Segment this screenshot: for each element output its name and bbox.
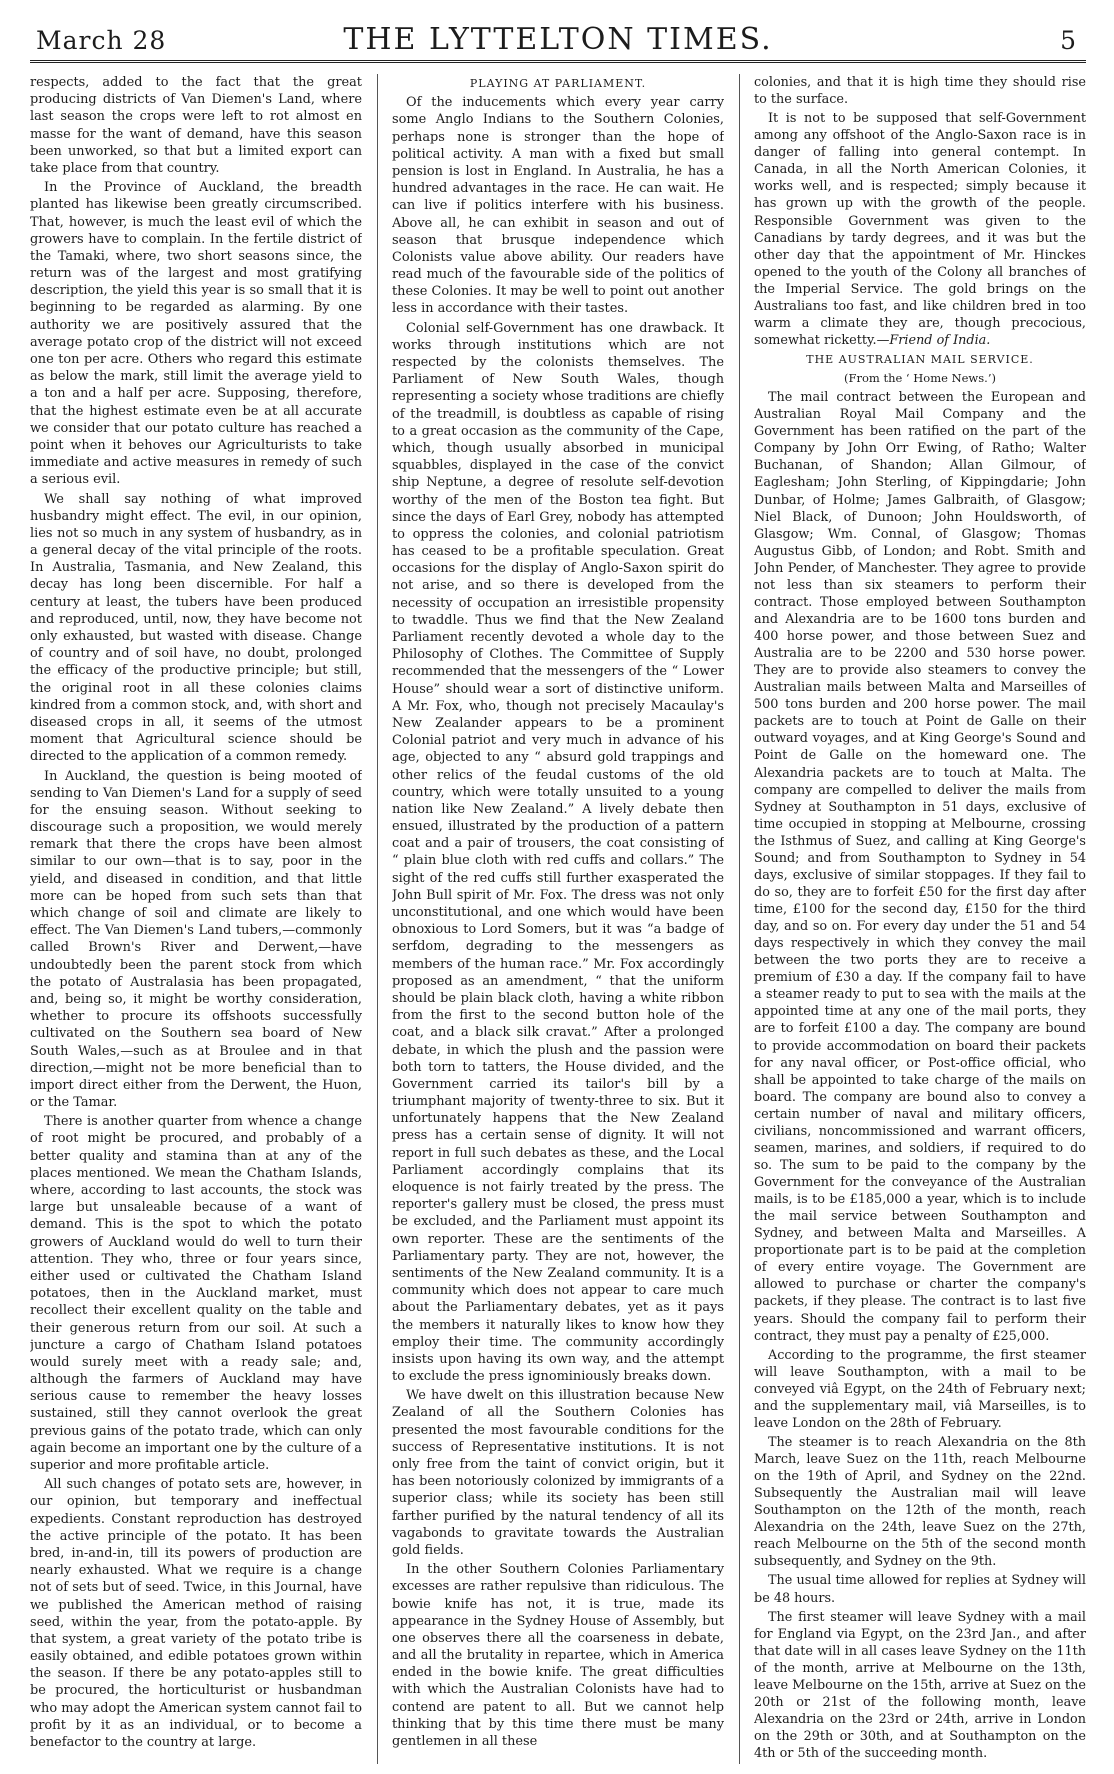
paragraph: In the Province of Auckland, the breadth planted has likewise been greatly circumscribed. That, however, is much the least evil of which the growers have to complain. In the fertile district of the Tamaki, where, two short seasons since, the return was of the largest and most gratifying description, the yield this year is so small that it is beginning to be regarded as alarming. By one authority we are positively assured that the average potato crop of the district will not exceed one ton per acre. Others who regard this estimate as below the mark, still limit the average yield to a ton and a half per acre. Supposing, therefore, that the highest estimate even be at all accurate we consider that our potato culture has reached a point when it behoves our Agriculturists to take immediate and active measures in remedy of such a serious evil. <box>30 180 362 488</box>
paragraph: The first steamer will leave Sydney with a mail for England via Egypt, on the 23rd Jan., and after that date will in all cases leave Sydney on the 11th of the month, arrive at Melbourne on the 13th, leave Melbourne on the 15th, arrive at Suez on the 20th or 21st of the following month, leave Alexandria on the 23rd or 24th, arrive in London on the 29th or 30th, and at Southampton on the 4th or 5th of the succeeding month. <box>754 1609 1086 1762</box>
paragraph: We have dwelt on this illustration because New Zealand of all the Southern Colonies has presented the most favourable conditions for the success of Representative institutions. It is not only free from the taint of convict origin, but it has been notoriously colonized by immigrants of a superior class; while its society has been still farther purified by the natural tendency of all its vagabonds to gravitate towards the Australian gold fields. <box>392 1388 724 1558</box>
paragraph-text: It is not to be supposed that self-Government among any offshoot of the Anglo-Saxon race is in danger of falling into general contempt. In Canada, in all the North American Colonies, it works well, and is respected; simply because it has grown up with the growth of the people. Responsible Government was given to the Canadians by tardy degrees, and it was but the other day that the appointment of Mr. Hinckes opened to the youth of the Colony all branches of the Imperial Service. The gold brings on the Australians too fast, and like children bred in too warm a climate they are, though precocious, somewhat ricketty. <box>754 111 1086 348</box>
column-rule <box>377 74 378 1764</box>
source-attribution: —Friend of India. <box>876 332 991 348</box>
article-heading: PLAYING AT PARLIAMENT. <box>469 77 647 90</box>
issue-date: March 28 <box>36 26 167 55</box>
page-number: 5 <box>1060 26 1076 55</box>
paragraph <box>754 110 1086 349</box>
masthead <box>30 20 1086 63</box>
paragraph: Of the inducements which every year carry some Anglo Indians to the Southern Colonies, perhaps none is stronger than the hope of political activity. A man with a fixed but small pension is lost in England. In Australia, he has a hundred advantages in the race. He can wait. He can live if politics interfere with his business. Above all, he can exhibit in season and out of season that brusque independence which Colonists value above ability. Our readers have read much of the favourable side of the politics of these Colonies. It may be well to point out another less in accordance with their tastes. <box>392 95 724 317</box>
paragraph: Colonial self-Government has one drawback. It works through institutions which are not respected by the colonists themselves. The Parliament of New South Wales, though representing a society whose traditions are chiefly of the treadmill, is doubtless as capable of rising to a great occasion as the community of the Cape, which, though usually absorbed in municipal squabbles, displayed in the case of the convict ship Neptune, a degree of resolute self-devotion worthy of the men of the Boston tea fight. But since the days of Earl Grey, nobody has attempted to oppress the colonies, and colonial patriotism has ceased to be a profitable speculation. Great occasions for the display of Anglo-Saxon spirit do not arise, and so there is developed from the necessity of occupation an irresistible propensity to twaddle. Thus we find that the New Zealand Parliament recently devoted a whole day to the Philosophy of Clothes. The Committee of Supply recommended that the messengers of the “ Lower House” should wear a sort of distinctive uniform. A Mr. Fox, who, though not precisely Macaulay's New Zealander appears to be a prominent Colonial patriot and very much in advance of his age, objected to any “ absurd gold trappings and other relics of the feudal customs of the old country, which were totally unsuited to a young nation like New Zealand.” A lively debate then ensued, illustrated by the production of a pattern coat and a pair of trousers, the coat consisting of “ plain blue cloth with red cuffs and collars.” The sight of the red cuffs still further exasperated the John Bull spirit of Mr. Fox. The dress was not only unconstitutional, and one which would have been obnoxious to Lord Somers, but it was “a badge of serfdom, degrading to the messengers as members of the human race.” Mr. Fox accordingly proposed as an amendment, “ that the uniform should be plain black cloth, having a white ribbon from the first to the second button hole of the coat, and a black silk cravat.” After a prolonged debate, in which the plush and the passion were both torn to tatters, the House divided, and the Government carried its tailor's bill by a triumphant majority of twenty-three to six. But it unfortunately happens that the New Zealand press has a certain sense of dignity. It will not report in full such debates as these, and the Local Parliament accordingly complains that its eloquence is not fairly treated by the press. The reporter's gallery must be closed, the press must be excluded, and the Parliament must appoint its own reporter. These are the sentiments of the Parliamentary party. They are not, however, the sentiments of the New Zealand community. It is a community which does not appear to care much about the Parliamentary debates, yet as it pays the members it naturally likes to know how they employ their time. The community accordingly insists upon having its own way, and the attempt to exclude the press ignominiously breaks down. <box>392 320 724 1385</box>
article-heading: THE AUSTRALIAN MAIL SERVICE. <box>806 353 1034 366</box>
newspaper-title: THE LYTTELTON TIMES. <box>343 22 773 57</box>
paragraph: We shall say nothing of what improved husbandry might effect. The evil, in our opinion, lies not so much in any system of husbandry, as in a general decay of the vital principle of the roots. In Australia, Tasmania, and New Zealand, this decay has long been discernible. For half a century at least, the tubers have been produced and reproduced, until, now, they have become not only exhausted, but wasted with disease. Change of country and of soil have, no doubt, prolonged the efficacy of the productive principle; but still, the original root in all these colonies claims kindred from a common stock, and, with short and diseased crops in all, it seems of the utmost moment that Agricultural science should be directed to the application of a common remedy. <box>30 491 362 765</box>
paragraph: respects, added to the fact that the great producing districts of Van Diemen's Land, where last season the crops were left to rot almost en masse for the want of demand, have this season been unworked, so that but a limited export can take place from that country. <box>30 75 362 176</box>
paragraph: There is another quarter from whence a change of root might be procured, and probably of a better quality and stamina than at any of the places mentioned. We mean the Chatham Islands, where, according to last accounts, the stock was large but unsaleable because of a want of demand. This is the spot to which the potato growers of Auckland would do well to turn their attention. They who, three or four years since, either used or cultivated the Chatham Island potatoes, then in the Auckland market, must recollect their excellent quality on the table and their generous return from our soil. At such a juncture a cargo of Chatham Island potatoes would surely meet with a ready sale; and, although the farmers of Auckland may have serious cause to remember the heavy losses sustained, still they cannot overlook the great previous gains of the potato trade, which can only again become an important one by the culture of a superior and more profitable article. <box>30 1114 362 1473</box>
column-3 <box>754 74 1086 1764</box>
column-rule <box>739 74 740 1764</box>
column-1 <box>30 74 362 1764</box>
paragraph: The usual time allowed for replies at Sydney will be 48 hours. <box>754 1573 1086 1606</box>
paragraph: According to the programme, the first steamer will leave Southampton, with a mail to be conveyed viâ Egypt, on the 24th of February next; and the supplementary mail, viâ Marseilles, is to leave London on the 28th of February. <box>754 1347 1086 1431</box>
paragraph: colonies, and that it is high time they should rise to the surface. <box>754 75 1086 108</box>
paragraph: All such changes of potato sets are, however, in our opinion, but temporary and ineffectual expedients. Constant reproduction has destroyed the active principle of the potato. It has been bred, in-and-in, till its powers of production are nearly exhausted. What we require is a change not of sets but of seed. Twice, in this Journal, have we published the American method of raising seed, within the year, from the potato-apple. By that system, a great variety of the potato tribe is easily obtained, and edible potatoes grown within the season. If there be any potato-apples still to be procured, the horticulturist or husbandman who may adopt the American system cannot fail to profit by it as an individual, or to become a benefactor to the country at large. <box>30 1477 362 1750</box>
paragraph: In the other Southern Colonies Parliamentary excesses are rather repulsive than ridiculous. The bowie knife has not, it is true, made its appearance in the Sydney House of Assembly, but one observes there all the coarseness in debate, and all the brutality in repartee, which in America ended in the bowie knife. The great difficulties with which the Australian Colonists have had to contend are patent to all. But we cannot help thinking that by this time there must be many gentlemen in all these <box>392 1562 724 1749</box>
paragraph: The mail contract between the European and Australian Royal Mail Company and the Government has been ratified on the part of the Company by John Orr Ewing, of Ratho; Walter Buchanan, of Shandon; Allan Gilmour, of Eaglesham; John Sterling, of Kippingdarie; John Dunbar, of Holme; James Galbraith, of Glasgow; Niel Black, of Dunoon; John Houldsworth, of Glasgow; Wm. Connal, of Glasgow; Thomas Augustus Gibb, of London; and Robt. Smith and John Pender, of Manchester. They agree to provide not less than six steamers to perform their contract. Those employed between Southampton and Alexandria are to be 1600 tons burden and 400 horse power, and those between Suez and Australia are to be 2200 and 530 horse power. They are to provide also steamers to convey the Australian mails between Malta and Marseilles of 500 tons burden and 200 horse power. The mail packets are to touch at Point de Galle on their outward voyages, and at King George's Sound and Point de Galle on the homeward one. The Alexandria packets are to touch at Malta. The company are compelled to deliver the mails from Sydney at Southampton in 51 days, exclusive of time occupied in stopping at Melbourne, crossing the Isthmus of Suez, and calling at King George's Sound; and from Southampton to Sydney in 54 days, exclusive of similar stoppages. If they fail to do so, they are to forfeit £50 for the first day after time, £100 for the second day, £150 for the third day, and so on. For every day under the 51 and 54 days respectively in which they convey the mail between the two ports they are to receive a premium of £30 a day. If the company fail to have a steamer ready to put to sea with the mails at the appointed time at any one of the mail ports, they are to forfeit £100 a day. The company are bound to provide accommodation on board their packets for any naval officer, or Post-office official, who shall be appointed to take charge of the mails on board. The company are bound also to convey a certain number of naval and military officers, civilians, noncommissioned and warrant officers, seamen, marines, and soldiers, if required to do so. The sum to be paid to the company by the Government for the conveyance of the Australian mails, is to be £185,000 a year, which is to include the mail service between Southampton and Sydney, and between Malta and Marseilles. A proportionate part is to be paid at the completion of every entire voyage. The Government are allowed to purchase or charter the company's packets, if they please. The contract is to last five years. Should the company fail to perform their contract, they must pay a penalty of £25,000. <box>754 390 1086 1344</box>
column-2 <box>392 74 724 1764</box>
paragraph: The steamer is to reach Alexandria on the 8th March, leave Suez on the 11th, reach Melbourne on the 19th of April, and Sydney on the 22nd. Subsequently the Australian mail will leave Southampton on the 12th of the month, reach Alexandria on the 24th, leave Suez on the 27th, reach Melbourne on the 5th of the second month subsequently, and Sydney on the 9th. <box>754 1434 1086 1570</box>
paragraph: In Auckland, the question is being mooted of sending to Van Diemen's Land for a supply of seed for the ensuing season. Without seeking to discourage such a proposition, we would merely remark that there the crops have been almost similar to our own—that is to say, poor in the yield, and diseased in condition, and that little more can be hoped from such sets than that which change of soil and climate are likely to effect. The Van Diemen's Land tubers,—commonly called Brown's River and Derwent,—have undoubtedly been the parent stock from which the potato of Australasia has been propagated, and, being so, it might be worthy consideration, whether to procure its offshoots successfully cultivated on the Southern sea board of New South Wales,—such as at Broulee and in that direction,—might not be more beneficial than to import direct either from the Derwent, the Huon, or the Tamar. <box>30 768 362 1111</box>
article-source: (From the ‘ Home News.’) <box>844 371 996 386</box>
